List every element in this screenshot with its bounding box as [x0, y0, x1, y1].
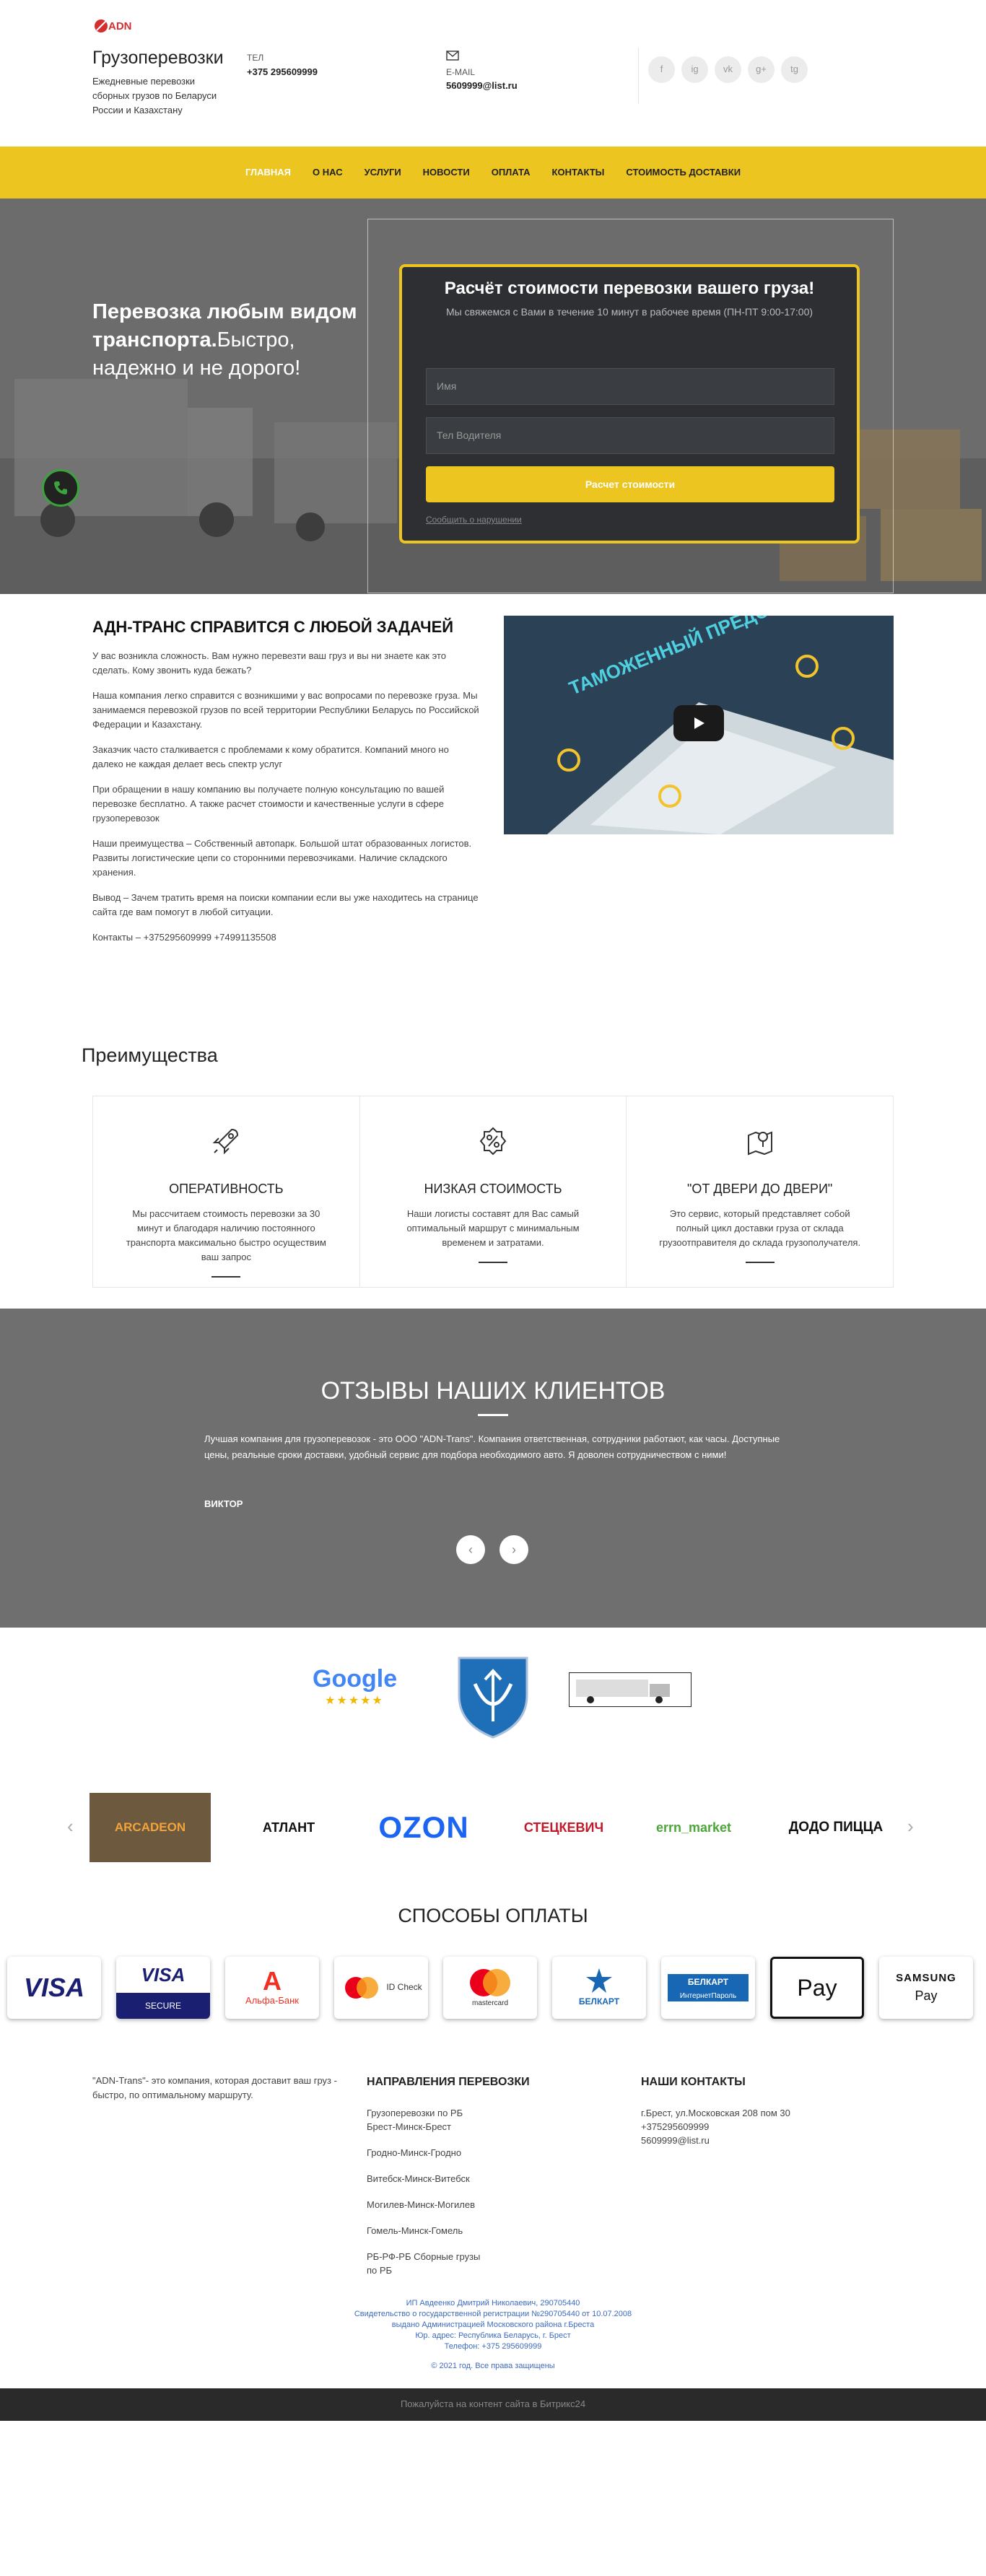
- advantage-divider: [746, 1262, 775, 1263]
- legal-line: выдано Администрацией Московского района г.Бреста: [391, 2320, 595, 2329]
- site-footer: [0, 2042, 986, 2388]
- clients-carousel: [0, 1763, 986, 1883]
- nav-payment[interactable]: ОПЛАТА: [491, 166, 531, 178]
- about-paragraph: У вас возникла сложность. Вам нужно перевезти ваш груз и вы ни знаете как это сделать. Кому звонить куда бежать?: [92, 650, 446, 676]
- review-text: Лучшая компания для грузоперевозок - это ООО "ADN-Trans". Компания ответственная, сотрудники работают, как часы. Доступные цены, реальные сроки доставки, удобный сервис для подбора необходимого авто. Я доволен сотрудничеством с ними!: [204, 1433, 780, 1460]
- advantage-divider: [211, 1276, 240, 1278]
- about-paragraph: Наши преимущества – Собственный автопарк. Большой штат образованных логистов. Развиты логистические цепи со сторонними перевозчиками. Наличие складского хранения.: [92, 838, 472, 878]
- payment-card-mastercard: mastercard: [443, 1957, 537, 2019]
- payment-section: [0, 1883, 986, 2042]
- advantages-section: [0, 1042, 986, 1274]
- about-title: АДН-ТРАНС СПРАВИТСЯ С ЛЮБОЙ ЗАДАЧЕЙ: [92, 618, 454, 636]
- client-logo: [361, 1793, 487, 1862]
- reviews-prev-button[interactable]: ‹: [456, 1535, 485, 1564]
- payment-card-mastercard-id-check: ID Check: [334, 1957, 428, 2019]
- client-name: OZON: [378, 1809, 469, 1844]
- name-input[interactable]: Имя: [426, 368, 834, 405]
- review-author: ВИКТОР: [204, 1498, 243, 1509]
- facebook-icon[interactable]: f: [648, 56, 675, 83]
- advantages-title: Преимущества: [82, 1044, 218, 1066]
- advantage-title: "ОТ ДВЕРИ ДО ДВЕРИ": [687, 1182, 833, 1197]
- direction-link[interactable]: Гомель-Минск-Гомель: [367, 2225, 463, 2237]
- vk-icon[interactable]: vk: [715, 56, 741, 83]
- direction-link[interactable]: Могилев-Минск-Могилев: [367, 2199, 475, 2211]
- client-logo: [245, 1793, 332, 1862]
- form-subtitle: Мы свяжемся с Вами в течение 10 минут в рабочее время (ПН-ПТ 9:00-17:00): [445, 306, 813, 318]
- client-logo: [499, 1793, 628, 1862]
- report-link[interactable]: Сообщить о нарушении: [426, 515, 522, 525]
- nav-delivery-cost[interactable]: СТОИМОСТЬ ДОСТАВКИ: [626, 166, 741, 178]
- play-icon: [691, 716, 706, 730]
- payment-card-apple-pay: Pay: [770, 1957, 864, 2019]
- about-text: [92, 649, 481, 956]
- callback-button[interactable]: [42, 469, 79, 507]
- about-section: [0, 594, 986, 1042]
- payment-card-alfa-bank: A Альфа-Банк: [225, 1957, 319, 2019]
- google-logo: Google: [313, 1665, 398, 1693]
- brand-subtitle: Ежедневные перевозки сборных грузов по Беларуси России и Казахстану: [92, 76, 217, 115]
- logo[interactable]: [92, 17, 150, 39]
- tel-label: ТЕЛ: [247, 53, 264, 63]
- about-paragraph: При обращении в нашу компанию вы получаете полную консультацию по вашей перевозке бесплатно. А также расчет стоимости и качественные услуги в сфере грузоперевозок: [92, 784, 445, 824]
- bitrix-text[interactable]: Пожалуйста на контент сайта в Битрикс24: [400, 2398, 586, 2410]
- direction-link[interactable]: Грузоперевозки по РБ Брест-Минск-Брест: [367, 2108, 463, 2133]
- nav-home[interactable]: ГЛАВНАЯ: [245, 166, 292, 178]
- nav-services[interactable]: УСЛУГИ: [364, 166, 401, 178]
- reviews-section: [0, 1309, 986, 1628]
- brest-coat-of-arms: [455, 1652, 531, 1740]
- reviews-next-button[interactable]: ›: [499, 1535, 528, 1564]
- cost-form: [399, 264, 860, 543]
- footer-directions-title: НАПРАВЛЕНИЯ ПЕРЕВОЗКИ: [367, 2076, 530, 2088]
- rating-stars: ★★★★★: [325, 1695, 384, 1707]
- direction-link[interactable]: РБ-РФ-РБ Сборные грузы по РБ: [367, 2251, 481, 2276]
- payment-card-samsung-pay: SAMSUNG Pay: [879, 1957, 973, 2019]
- about-paragraph: Вывод – Зачем тратить время на поиски компании если вы уже находитесь на странице сайта где вам помогут в любой ситуации.: [92, 892, 479, 917]
- about-paragraph: Наша компания легко справится с возникшими у вас вопросами по перевозке груза. Мы занимаемся перевозкой грузов по всей территории Республики Беларусь по Российской Федерации и Казахстану.: [92, 690, 479, 730]
- reviews-title: ОТЗЫВЫ НАШИХ КЛИЕНТОВ: [320, 1377, 666, 1405]
- phone-input[interactable]: Тел Водителя: [426, 417, 834, 454]
- play-button[interactable]: [673, 705, 724, 741]
- mail-icon: [446, 51, 459, 61]
- client-name: ARCADEON: [114, 1820, 186, 1834]
- payment-card-visa: VISA: [7, 1957, 101, 2019]
- hero-title-rest: Быстро, надежно и не дорого!: [92, 328, 301, 380]
- map-pin-icon: [744, 1125, 776, 1157]
- legal-line: Телефон: +375 295609999: [444, 2342, 542, 2351]
- nav-news[interactable]: НОВОСТИ: [422, 166, 470, 178]
- phone-icon: [53, 480, 69, 496]
- payment-card-visa-secure: VISA SECURE: [116, 1957, 210, 2019]
- legal-line: ИП Авдеенко Дмитрий Николаевич, 290705440: [406, 2299, 580, 2308]
- site-header: [0, 0, 986, 147]
- email-label: E-MAIL: [446, 67, 476, 77]
- direction-link[interactable]: Витебск-Минск-Витебск: [367, 2173, 470, 2185]
- advantage-title: НИЗКАЯ СТОИМОСТЬ: [424, 1182, 562, 1197]
- copyright: © 2021 год. Все права защищены: [431, 2362, 555, 2370]
- client-logo: [640, 1793, 748, 1862]
- percent-icon: [477, 1125, 509, 1157]
- truck-banner: [569, 1672, 691, 1707]
- calculate-button[interactable]: Расчет стоимости: [426, 466, 834, 502]
- instagram-icon[interactable]: ig: [681, 56, 708, 83]
- payment-card-belkart: БЕЛКАРТ: [552, 1957, 646, 2019]
- about-paragraph: Контакты – +375295609999 +74991135508: [92, 932, 276, 943]
- payment-title: СПОСОБЫ ОПЛАТЫ: [398, 1905, 588, 1926]
- legal-line: Юр. адрес: Республика Беларусь, г. Брест: [415, 2331, 571, 2340]
- tel-value[interactable]: +375 295609999: [247, 66, 318, 77]
- partner-logos: [0, 1628, 986, 1763]
- hero-title-bold: Перевозка любым видом транспорта.: [92, 300, 357, 352]
- header-divider: [638, 48, 639, 104]
- advantage-card: [627, 1096, 893, 1287]
- email-value[interactable]: 5609999@list.ru: [446, 80, 518, 91]
- advantage-text: Это сервис, который представляет собой полный цикл доставки груза от склада грузоотправителя до склада грузополучателя.: [659, 1208, 861, 1249]
- client-name: АТЛАНТ: [262, 1820, 315, 1835]
- hero-section: [0, 198, 986, 594]
- form-title: Расчёт стоимости перевозки вашего груза!: [444, 279, 815, 298]
- nav-about[interactable]: О НАС: [313, 166, 343, 178]
- clients-next-button[interactable]: ›: [907, 1815, 914, 1837]
- nav-contacts[interactable]: КОНТАКТЫ: [551, 166, 605, 178]
- telegram-icon[interactable]: tg: [781, 56, 808, 83]
- reviews-divider: [478, 1414, 508, 1416]
- footer-directions: [367, 2074, 627, 2289]
- advantages-cards: [92, 1096, 894, 1288]
- client-name: СТЕЦКЕВИЧ: [523, 1820, 604, 1835]
- rocket-icon: [210, 1125, 242, 1157]
- footer-about: "ADN-Trans"- это компания, которая доставит ваш груз - быстро, по оптимальному маршруту.: [92, 2075, 337, 2100]
- google-plus-icon[interactable]: g+: [748, 56, 775, 83]
- main-nav: [0, 147, 986, 198]
- advantage-divider: [479, 1262, 507, 1263]
- legal-line: Свидетельство о государственной регистрации №290705440 от 10.07.2008: [354, 2310, 632, 2318]
- clients-prev-button[interactable]: ‹: [67, 1815, 74, 1837]
- brand-title: Грузоперевозки: [92, 48, 224, 68]
- footer-email[interactable]: 5609999@list.ru: [641, 2135, 710, 2147]
- hero-title: [92, 298, 367, 383]
- bitrix-bar: [0, 2388, 986, 2421]
- direction-link[interactable]: Гродно-Минск-Гродно: [367, 2147, 462, 2159]
- advantage-title: ОПЕРАТИВНОСТЬ: [169, 1182, 284, 1197]
- about-paragraph: Заказчик часто сталкивается с проблемами к кому обратится. Компаний много но далеко не каждая делает весь спектр услуг: [92, 744, 449, 769]
- advantage-card: [360, 1096, 627, 1287]
- client-logo: [785, 1793, 886, 1862]
- google-rating[interactable]: [313, 1665, 396, 1709]
- footer-contacts-title: НАШИ КОНТАКТЫ: [641, 2076, 746, 2088]
- footer-phone[interactable]: +375295609999: [641, 2121, 710, 2133]
- advantage-card: [93, 1096, 360, 1287]
- footer-address: г.Брест, ул.Московская 208 пом 30: [641, 2108, 790, 2119]
- footer-contacts: [641, 2074, 894, 2147]
- client-name: errn_market: [655, 1820, 732, 1835]
- video-player[interactable]: [504, 616, 894, 834]
- advantage-text: Наши логисты составят для Вас самый оптимальный маршрут с минимальным временем и затратами.: [406, 1208, 580, 1249]
- payment-card-belkart-internet: БЕЛКАРТ ИнтернетПароль: [661, 1957, 755, 2019]
- logo-text: ADN: [108, 20, 132, 32]
- advantage-text: Мы рассчитаем стоимость перевозки за 30 минут и благодаря наличию постоянного транспорта максимально быстро осуществим ваш запрос: [126, 1208, 326, 1263]
- client-name: ДОДО ПИЦЦА: [788, 1820, 884, 1835]
- legal-info: [0, 2298, 986, 2352]
- client-logo: [90, 1793, 211, 1862]
